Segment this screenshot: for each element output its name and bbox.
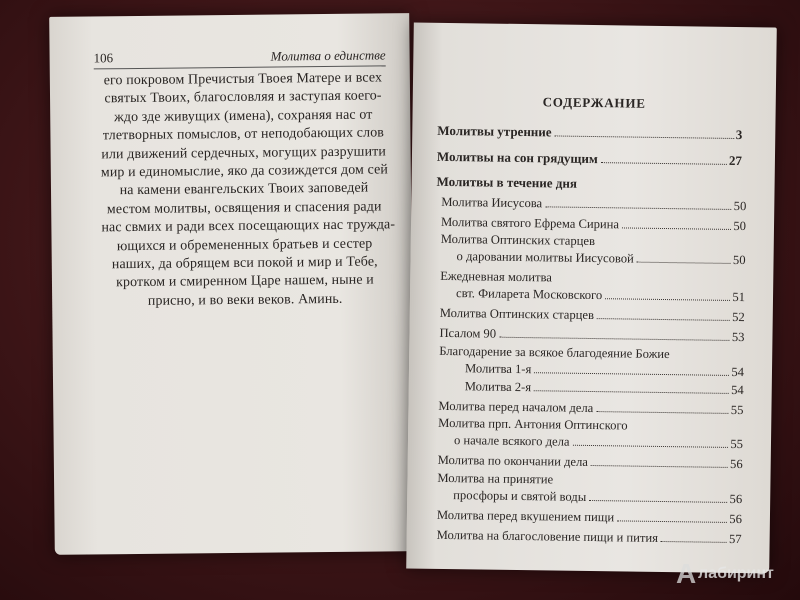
toc-entry-title: Молитва 1-я: [464, 361, 532, 377]
text-line: на камени евангельских Твоих заповедей: [119, 181, 369, 199]
text-line: кротком и смиренном Царе нашем, ныне и: [116, 272, 374, 291]
toc-entry: [454, 433, 743, 452]
toc-entry: [453, 488, 742, 507]
text-line: его покровом Пречистыя Твоея Матере и всех: [103, 70, 383, 89]
toc-entry-page: 50: [733, 198, 747, 214]
running-head: [94, 47, 386, 69]
watermark-logo-icon: A: [676, 558, 697, 589]
toc-entry-title: Молитва прп. Антония Оптинского: [438, 415, 628, 433]
toc-entry-title: Молитвы на сон грядущим: [436, 148, 598, 167]
toc-entry-page: 54: [731, 382, 744, 398]
toc-entry: [465, 379, 744, 398]
toc-entry: [437, 149, 742, 169]
toc-entry-page: 56: [729, 511, 743, 527]
toc-entry-title: Молитва святого Ефрема Сирина: [440, 214, 620, 232]
toc-entry-title: Молитва на принятие: [437, 470, 554, 487]
toc-entry-title: просфоры и святой воды: [453, 488, 587, 504]
text-line: или движений сердечных, могущих разрушити: [101, 144, 387, 162]
toc-entry-page: 55: [730, 436, 744, 452]
toc-entry-title: о даровании молитвы Иисусовой: [456, 249, 634, 266]
toc-entry: [438, 399, 743, 418]
toc-entry-title: Молитва на благословение пищи и пития: [436, 527, 659, 545]
toc-entry: [456, 286, 745, 305]
text-line: мир и единомыслие, яко да созиждется дом сей: [100, 162, 389, 181]
toc-entry-page: 56: [730, 456, 743, 472]
text-line: ждо зде живущих (имена), сохраняя нас от: [113, 107, 373, 126]
toc-entry-page: 56: [729, 491, 743, 507]
toc-entry-page: 52: [732, 309, 745, 325]
toc-entry: [437, 123, 742, 143]
toc-entry-page: 3: [735, 126, 743, 143]
toc-entry-title: Молитва по окончании дела: [437, 452, 589, 469]
text-line: тлетворных помыслов, от неподобающих слов: [102, 125, 385, 144]
toc-entry-title: Молитва Оптинских старцев: [440, 231, 596, 249]
text-line: нас свмих и ради всех посещающих нас тружда-: [101, 217, 396, 236]
toc-entry: [465, 361, 744, 380]
toc-entry-title: Молитва 2-я: [464, 379, 532, 395]
labirint-watermark: [676, 558, 796, 588]
right-book-page: [406, 22, 777, 573]
page-number: 106: [93, 50, 114, 66]
left-book-page: [49, 13, 415, 555]
watermark-text: лабиринт: [698, 565, 774, 582]
toc-entry-title: Молитва перед началом дела: [438, 398, 594, 416]
toc-entry-title: Благодарение за всякое благодеяние Божие: [439, 343, 670, 362]
text-line: ющихся и обремененных братьев и сестер: [116, 236, 373, 254]
toc-entry-title: Ежедневная молитва: [440, 268, 552, 285]
running-title: Молитва о единстве: [270, 47, 386, 64]
toc-entry-title: Молитва Оптинских старцев: [439, 305, 595, 323]
toc-entry: [437, 508, 742, 527]
toc-entry-title: Псалом 90: [439, 325, 497, 341]
toc-title: СОДЕРЖАНИЕ: [542, 94, 646, 111]
toc-entry-title: Молитва Иисусова: [441, 194, 543, 211]
toc-entry-page: 50: [732, 252, 746, 268]
toc-entry-title: о начале всякого дела: [453, 433, 570, 449]
toc-entry-page: 57: [728, 531, 742, 547]
text-line: местом молитвы, освящения и спасения ради: [106, 199, 382, 218]
toc-entry-page: 55: [730, 402, 744, 418]
toc-entry: [438, 453, 743, 472]
toc-entry-page: 53: [731, 329, 745, 345]
toc-entry: [439, 326, 744, 345]
toc-entry: [441, 215, 746, 234]
toc-entry-title: свт. Филарета Московского: [455, 286, 603, 303]
toc-entry-page: 54: [731, 364, 745, 380]
toc-entry: [456, 249, 745, 268]
toc-entry: [437, 528, 742, 547]
prayer-text: [100, 69, 396, 311]
toc-entry-page: 51: [732, 289, 746, 305]
text-line: присно, и во веки веков. Аминь.: [147, 291, 343, 309]
toc-section-heading: Молитвы в течение дня: [436, 173, 578, 191]
toc-entry: [440, 306, 745, 325]
toc-entry-title: Молитвы утренние: [437, 122, 552, 140]
toc-entry-page: 27: [728, 152, 743, 169]
text-line: наших, да обрящем вси покой и мир и Тебе,: [111, 254, 378, 273]
toc-entry-page: 50: [733, 218, 747, 234]
text-line: святых Твоих, благословляя и заступая коего-: [104, 88, 382, 107]
toc-entry: [441, 195, 746, 214]
toc-entry-title: Молитва перед вкушением пищи: [436, 507, 615, 525]
